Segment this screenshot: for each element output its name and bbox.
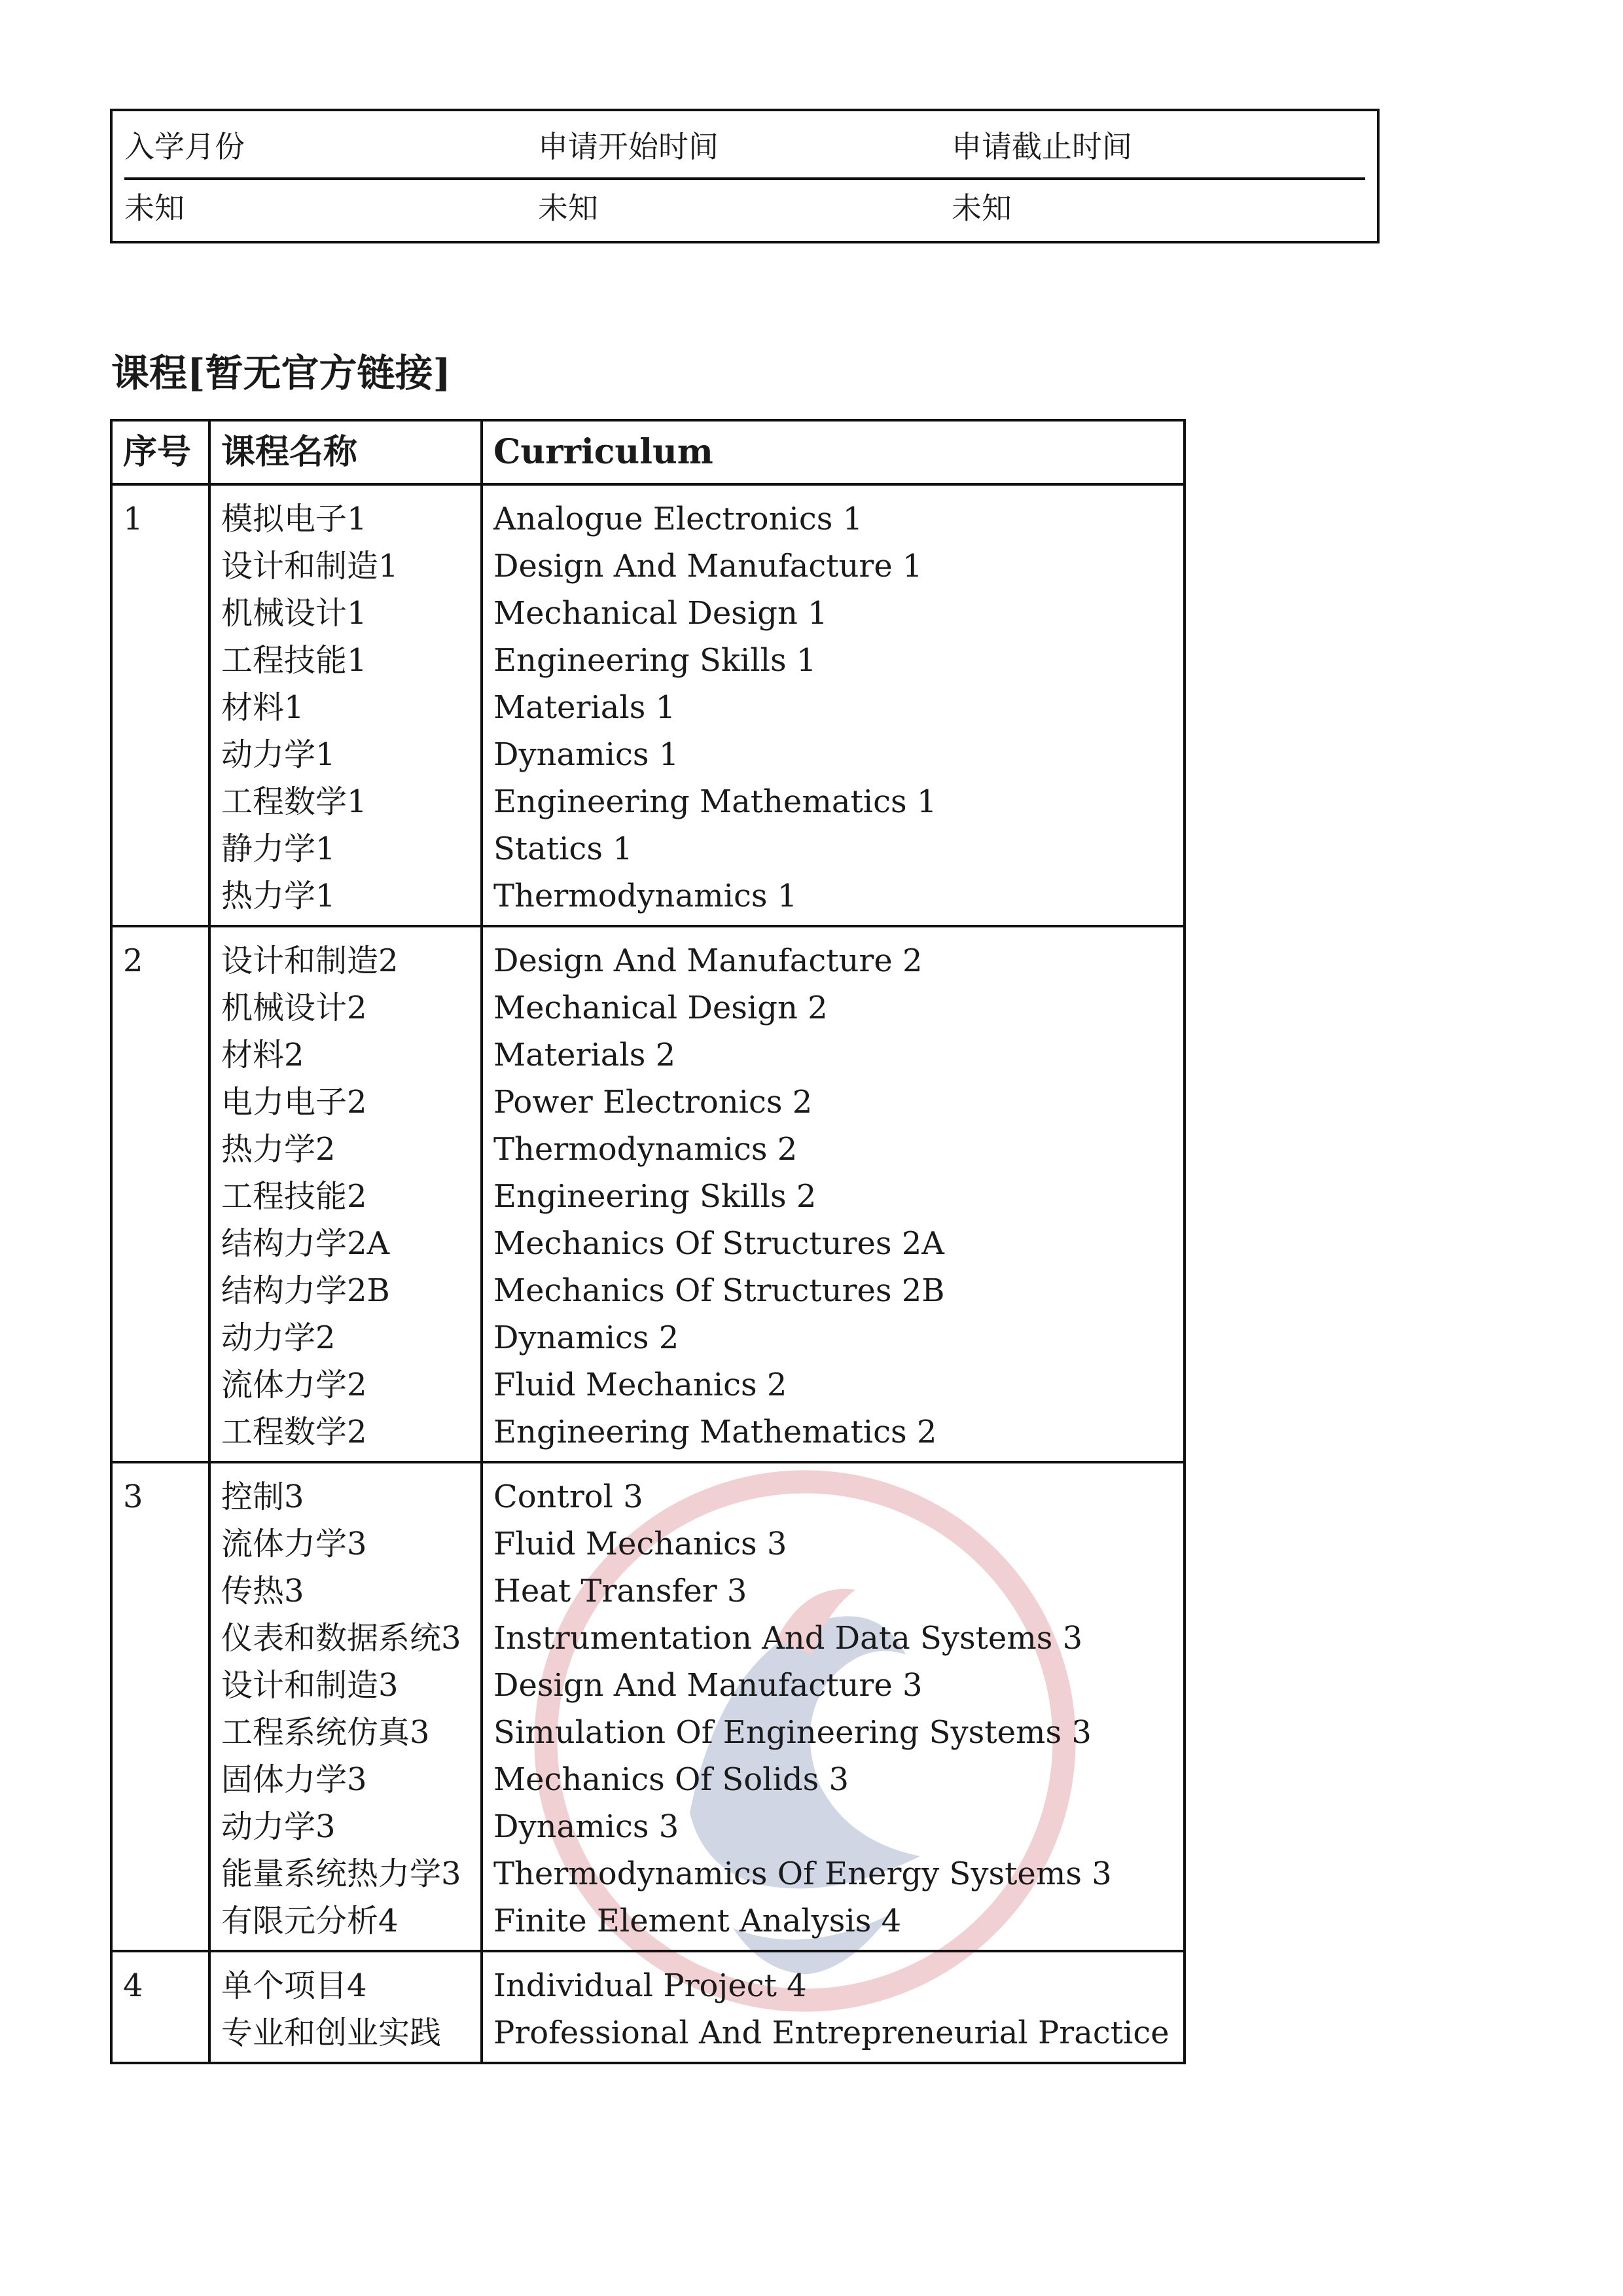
intake-header-open: 申请开始时间 (538, 129, 719, 164)
course-en: Analogue Electronics 1 (493, 501, 863, 537)
intake-header-row (124, 127, 1365, 166)
course-en: Mechanics Of Structures 2A (493, 1225, 944, 1262)
course-name-cn-cell (209, 1951, 482, 2063)
intake-header-month: 入学月份 (124, 129, 245, 164)
course-en: Power Electronics 2 (493, 1084, 813, 1121)
course-cn: 传热3 (221, 1573, 304, 1609)
row-index: 4 (111, 1951, 209, 2063)
course-en: Professional And Entrepreneurial Practice (493, 2015, 1169, 2051)
course-cn: 工程技能1 (221, 642, 367, 679)
course-en: Thermodynamics 1 (493, 878, 798, 914)
course-en: Design And Manufacture 1 (493, 548, 923, 584)
course-name-en-cell (482, 926, 1185, 1462)
course-cn: 热力学1 (221, 878, 336, 914)
course-cn: 流体力学3 (221, 1526, 367, 1562)
course-en: Engineering Mathematics 1 (493, 783, 937, 820)
intake-value-row (124, 188, 1365, 228)
course-cn: 静力学1 (221, 831, 336, 867)
intake-divider (124, 177, 1365, 180)
course-en: Thermodynamics 2 (493, 1131, 798, 1168)
course-name-en-cell (482, 1951, 1185, 2063)
course-cn: 结构力学2B (221, 1272, 390, 1309)
course-cn: 结构力学2A (221, 1225, 390, 1262)
course-cn: 动力学2 (221, 1319, 336, 1356)
course-en: Mechanics Of Solids 3 (493, 1761, 849, 1798)
course-en: Finite Element Analysis 4 (493, 1903, 902, 1939)
course-cn: 设计和制造2 (221, 942, 399, 979)
course-cn: 动力学3 (221, 1808, 336, 1845)
course-cn: 模拟电子1 (221, 501, 367, 537)
course-cn: 机械设计1 (221, 595, 367, 632)
course-name-en-cell (482, 1462, 1185, 1951)
course-en: Mechanics Of Structures 2B (493, 1272, 945, 1309)
course-en: Materials 2 (493, 1037, 676, 1073)
intake-header-deadline: 申请截止时间 (952, 129, 1132, 164)
course-en: Dynamics 3 (493, 1808, 679, 1845)
header-index: 序号 (111, 420, 209, 484)
table-row (111, 926, 1185, 1462)
course-cn: 工程数学2 (221, 1414, 367, 1450)
course-name-cn-cell (209, 1462, 482, 1951)
course-cn: 材料2 (221, 1037, 304, 1073)
course-name-cn-cell (209, 484, 482, 926)
course-cn: 电力电子2 (221, 1084, 367, 1121)
course-cn: 设计和制造1 (221, 548, 399, 584)
course-cn: 动力学1 (221, 736, 336, 773)
table-row (111, 1951, 1185, 2063)
course-cn: 工程系统仿真3 (221, 1714, 430, 1751)
course-en: Fluid Mechanics 3 (493, 1526, 787, 1562)
intake-value-deadline: 未知 (952, 190, 1012, 226)
course-cn: 热力学2 (221, 1131, 336, 1168)
course-en: Materials 1 (493, 689, 676, 726)
course-en: Design And Manufacture 2 (493, 942, 923, 979)
course-en: Control 3 (493, 1479, 643, 1515)
intake-table (110, 109, 1380, 243)
course-en: Engineering Skills 1 (493, 642, 817, 679)
course-en: Individual Project 4 (493, 1967, 807, 2004)
course-cn: 固体力学3 (221, 1761, 367, 1798)
course-cn: 有限元分析4 (221, 1903, 399, 1939)
course-cn: 机械设计2 (221, 990, 367, 1026)
course-en: Dynamics 2 (493, 1319, 679, 1356)
curriculum-section-title: 课程[暂无官方链接] (111, 351, 451, 395)
intake-value-open: 未知 (538, 190, 598, 226)
course-cn: 工程技能2 (221, 1178, 367, 1215)
course-en: Engineering Skills 2 (493, 1178, 817, 1215)
course-en: Engineering Mathematics 2 (493, 1414, 937, 1450)
course-name-cn-cell (209, 926, 482, 1462)
course-en: Fluid Mechanics 2 (493, 1367, 787, 1403)
course-cn: 控制3 (221, 1479, 304, 1515)
course-cn: 仪表和数据系统3 (221, 1620, 461, 1657)
table-row (111, 1462, 1185, 1951)
course-en: Mechanical Design 1 (493, 595, 828, 632)
course-en: Dynamics 1 (493, 736, 679, 773)
course-en: Statics 1 (493, 831, 633, 867)
course-cn: 单个项目4 (221, 1967, 367, 2004)
intake-value-month: 未知 (124, 190, 185, 226)
header-course-name: 课程名称 (209, 420, 482, 484)
course-en: Heat Transfer 3 (493, 1573, 747, 1609)
course-en: Instrumentation And Data Systems 3 (493, 1620, 1083, 1657)
row-index: 1 (111, 484, 209, 926)
course-en: Simulation Of Engineering Systems 3 (493, 1714, 1092, 1751)
header-curriculum: Curriculum (482, 420, 1185, 484)
row-index: 3 (111, 1462, 209, 1951)
course-cn: 能量系统热力学3 (221, 1856, 461, 1892)
course-cn: 设计和制造3 (221, 1667, 399, 1704)
table-row (111, 484, 1185, 926)
curriculum-table (110, 419, 1186, 2064)
course-en: Design And Manufacture 3 (493, 1667, 923, 1704)
course-cn: 流体力学2 (221, 1367, 367, 1403)
course-cn: 工程数学1 (221, 783, 367, 820)
course-cn: 材料1 (221, 689, 304, 726)
curriculum-header-row (111, 420, 1185, 484)
row-index: 2 (111, 926, 209, 1462)
course-en: Mechanical Design 2 (493, 990, 828, 1026)
course-en: Thermodynamics Of Energy Systems 3 (493, 1856, 1112, 1892)
course-cn: 专业和创业实践 (221, 2015, 442, 2051)
course-name-en-cell (482, 484, 1185, 926)
